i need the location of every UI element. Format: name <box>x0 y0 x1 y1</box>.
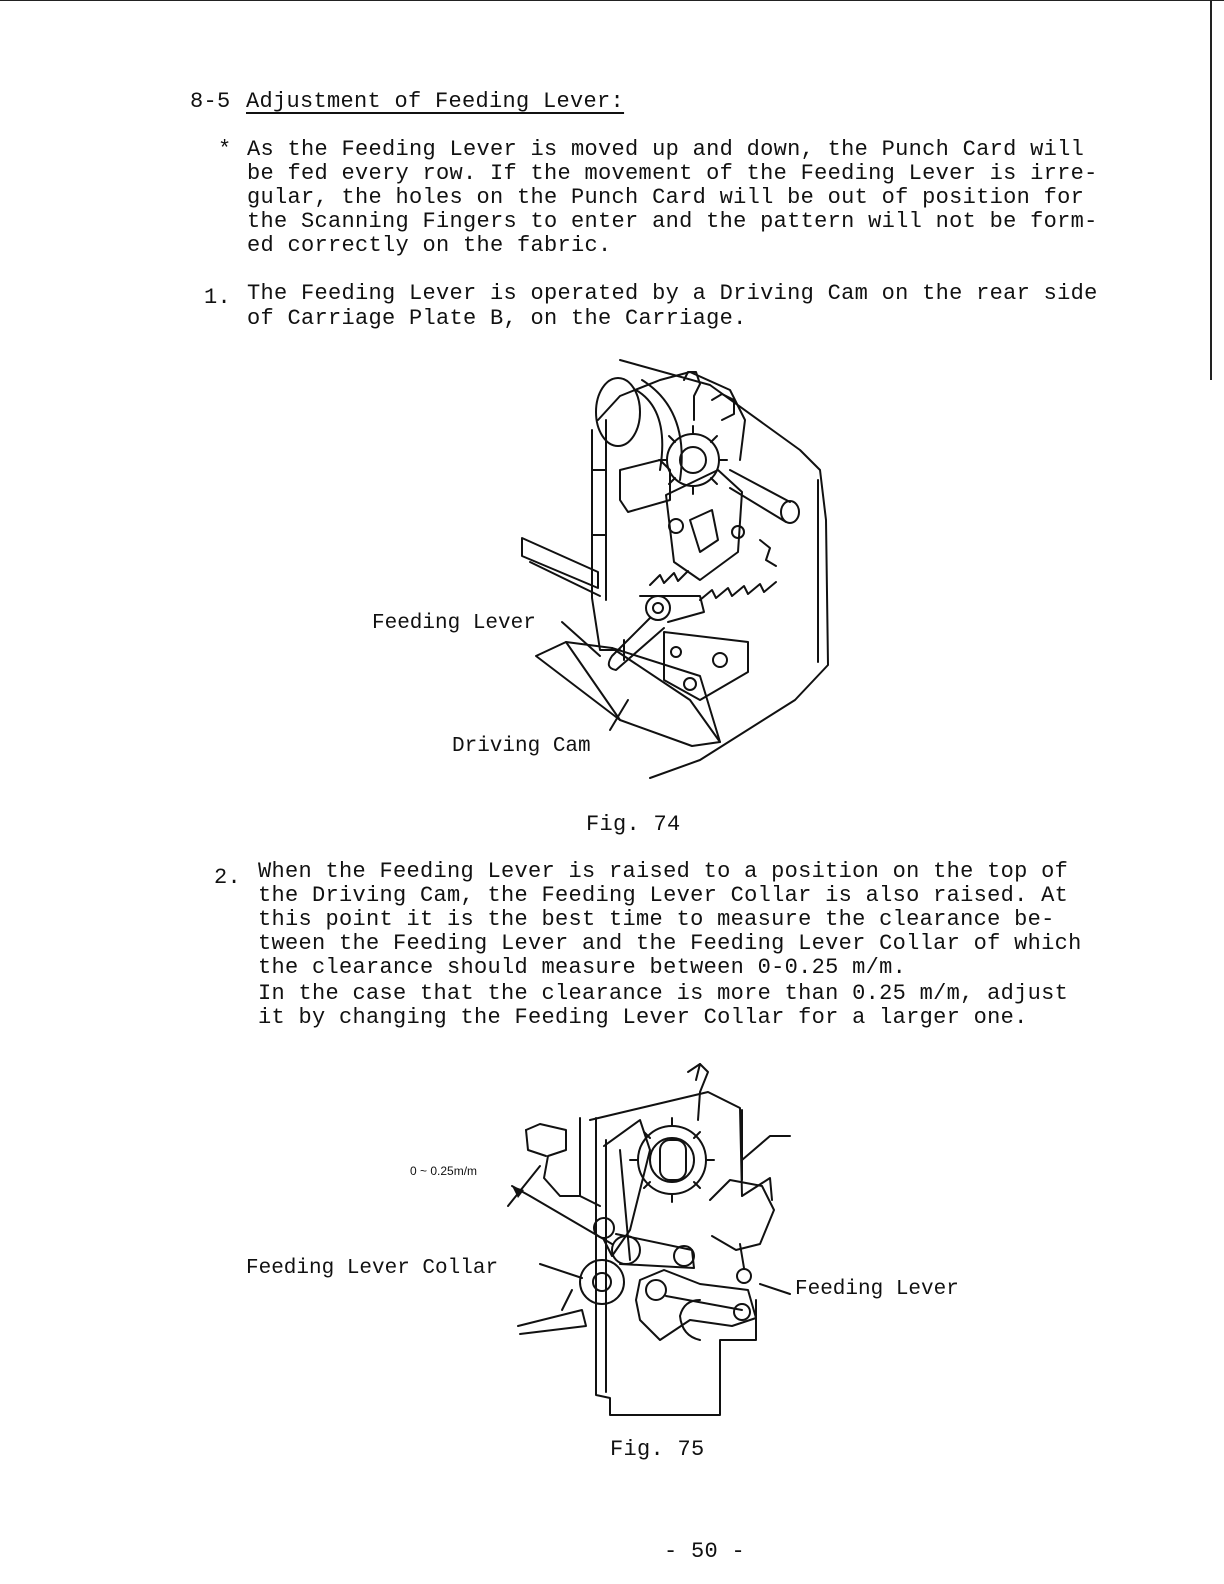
fig75-caption: Fig. 75 <box>610 1437 705 1462</box>
fig74-label-driving-cam: Driving Cam <box>452 735 591 758</box>
fig75-label-clearance: 0 ~ 0.25m/m <box>410 1164 478 1178</box>
step1-line: The Feeding Lever is operated by a Driving Cam on the rear side <box>247 281 1098 306</box>
step2-line: When the Feeding Lever is raised to a position on the top of <box>258 859 1069 884</box>
step2-number: 2. <box>214 865 242 890</box>
step2-line: the Driving Cam, the Feeding Lever Collar is also raised. At <box>258 883 1069 908</box>
section-number: 8-5 <box>190 89 231 114</box>
step1-line: of Carriage Plate B, on the Carriage. <box>247 306 747 331</box>
fig75-label-feeding-lever: Feeding Lever <box>795 1278 959 1301</box>
step2-line: it by changing the Feeding Lever Collar for a larger one. <box>258 1005 1028 1030</box>
note-line: the Scanning Fingers to enter and the pattern will not be form- <box>247 209 1098 234</box>
step2-line: the clearance should measure between 0-0.25 m/m. <box>258 955 907 980</box>
step1-number: 1. <box>204 285 232 310</box>
section-title: Adjustment of Feeding Lever: <box>246 89 625 114</box>
note-bullet: * <box>218 137 232 162</box>
note-line: be fed every row. If the movement of the Feeding Lever is irre- <box>247 161 1098 186</box>
page-number: - 50 - <box>664 1539 746 1564</box>
fig74-caption: Fig. 74 <box>586 812 681 837</box>
step2-line: tween the Feeding Lever and the Feeding Lever Collar of which <box>258 931 1082 956</box>
step2-line: In the case that the clearance is more than 0.25 m/m, adjust <box>258 981 1069 1006</box>
note-line: gular, the holes on the Punch Card will be out of position for <box>247 185 1085 210</box>
note-line: ed correctly on the fabric. <box>247 233 612 258</box>
step2-line: this point it is the best time to measure the clearance be- <box>258 907 1055 932</box>
note-line: As the Feeding Lever is moved up and down, the Punch Card will <box>247 137 1085 162</box>
fig74-label-feeding-lever: Feeding Lever <box>372 612 536 635</box>
fig75-label-feeding-lever-collar: Feeding Lever Collar <box>246 1257 499 1280</box>
